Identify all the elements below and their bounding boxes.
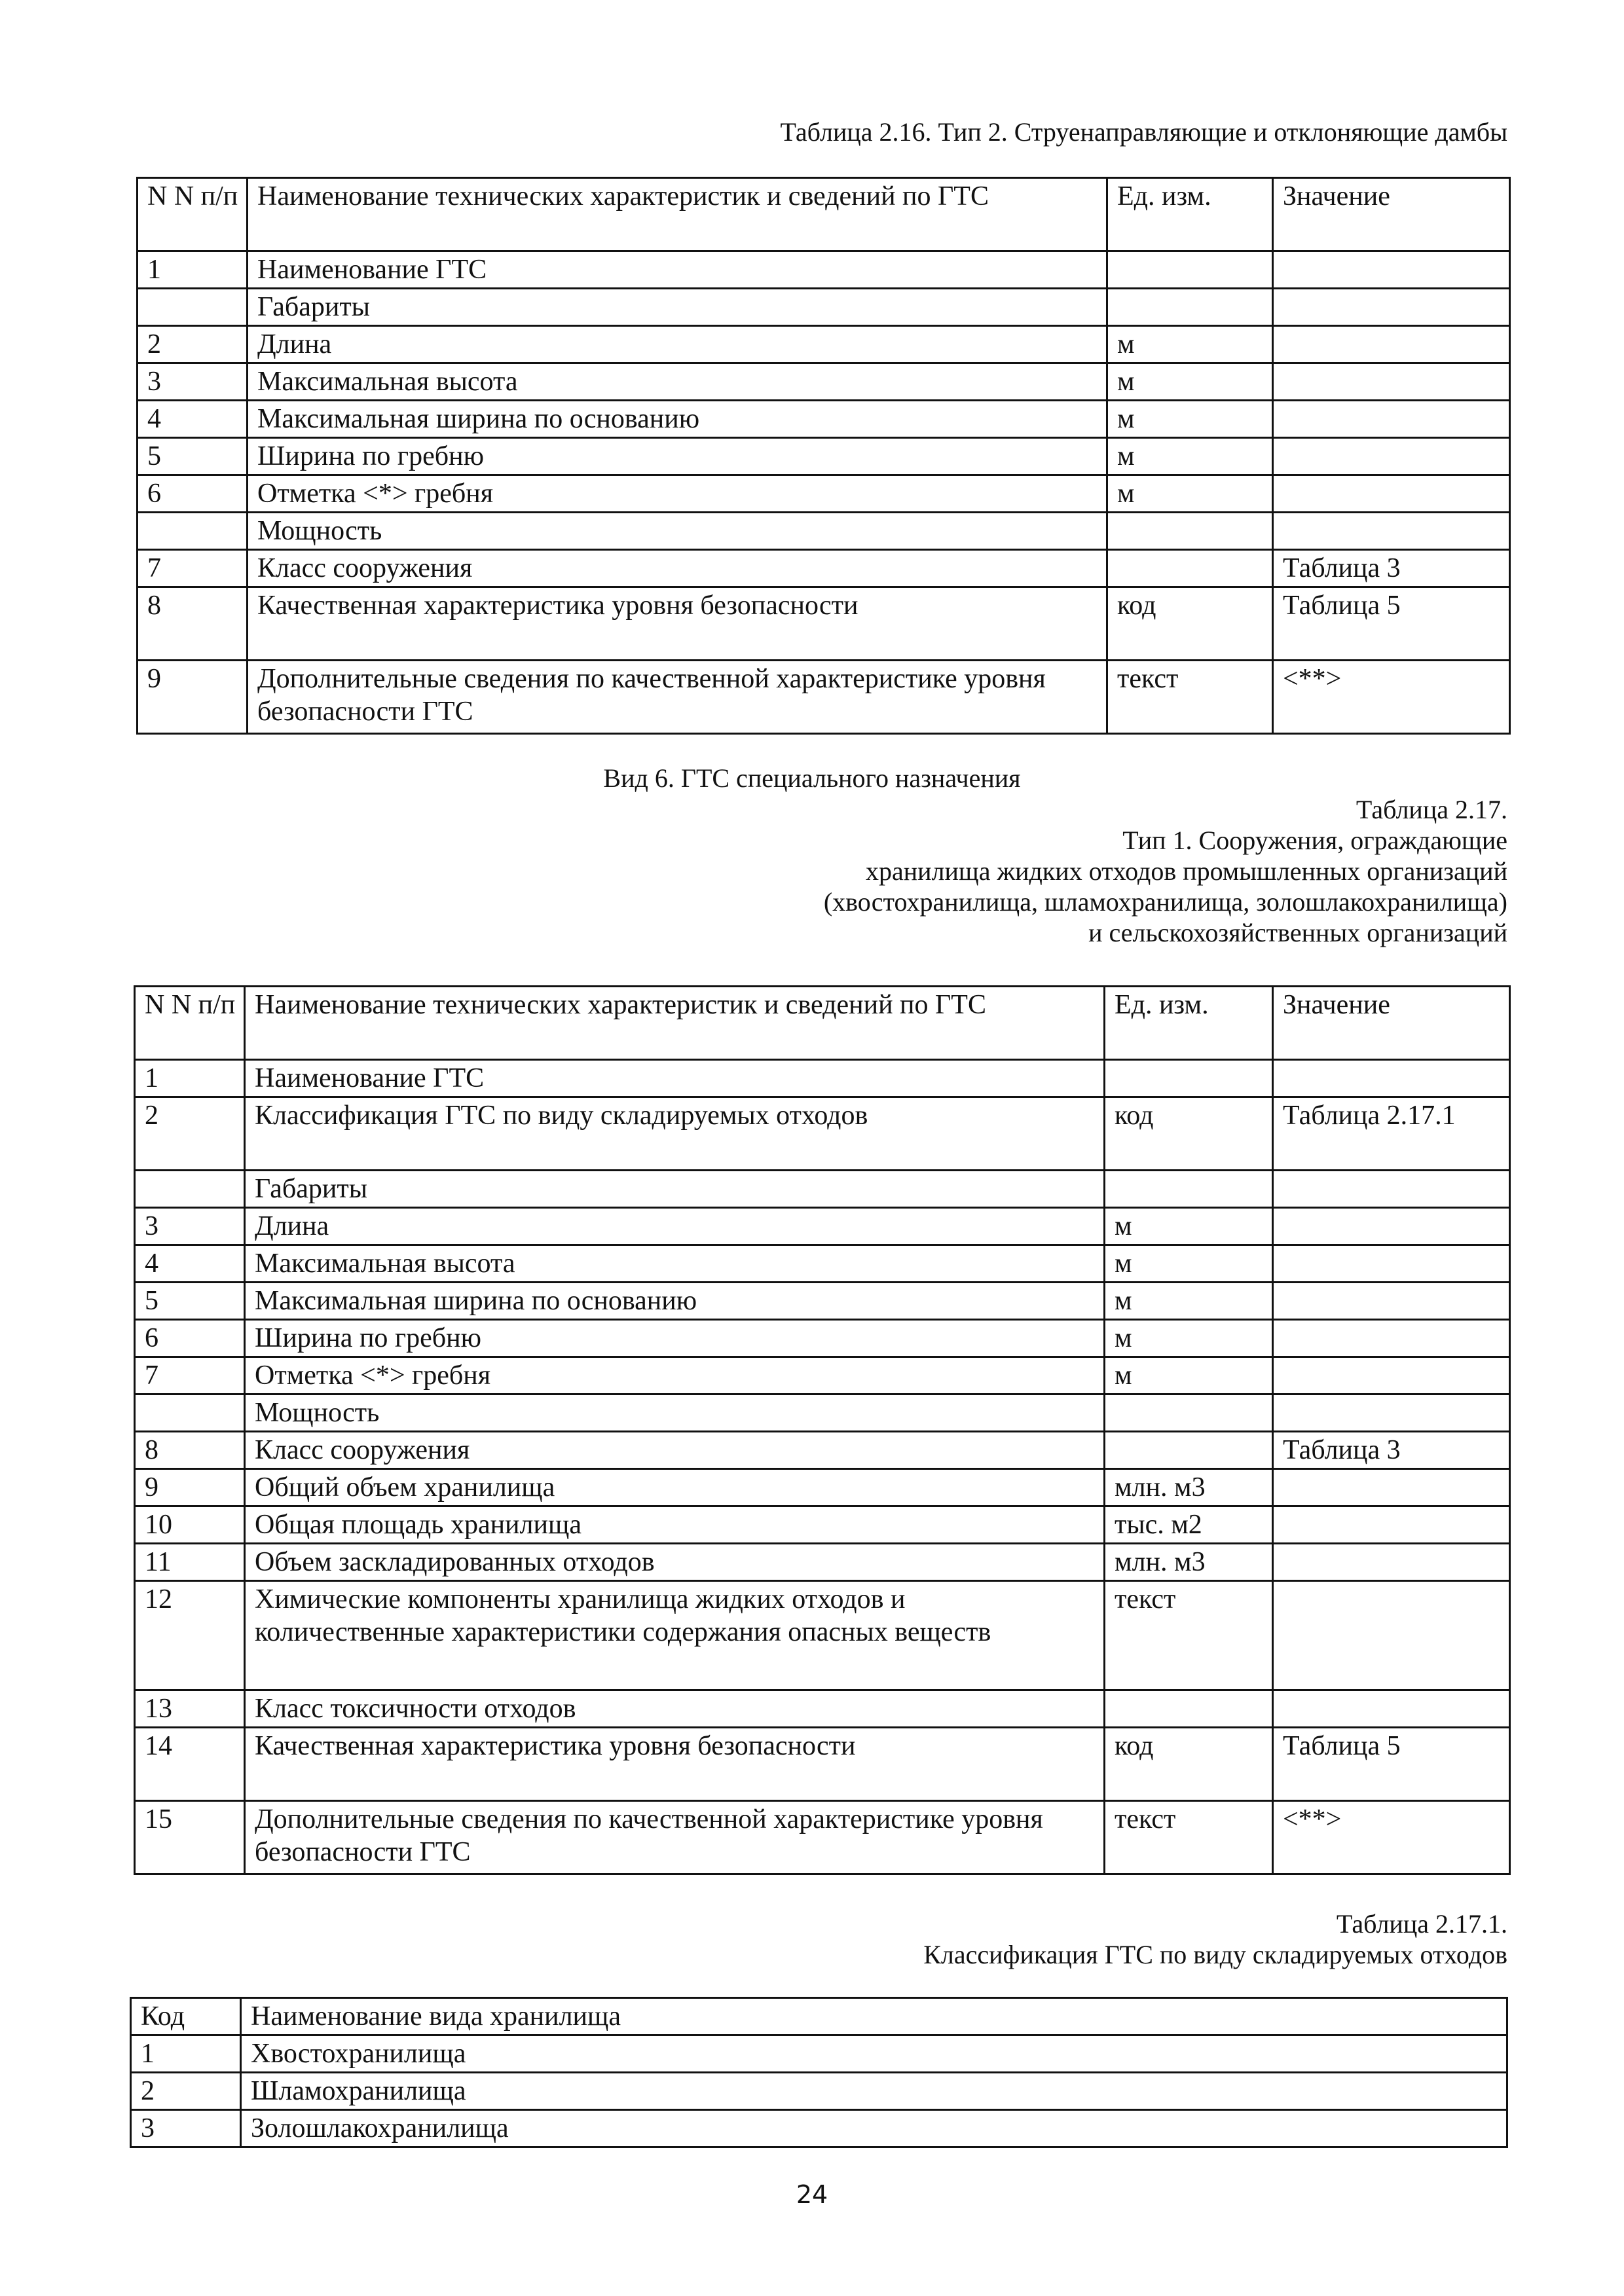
row-unit: тыс. м2 bbox=[1105, 1506, 1273, 1544]
table-row bbox=[131, 2110, 1507, 2147]
row-unit bbox=[1105, 1394, 1273, 1432]
row-unit: м bbox=[1105, 1245, 1273, 1283]
row-unit: м bbox=[1105, 1320, 1273, 1357]
row-value bbox=[1273, 326, 1510, 363]
row-unit: текст bbox=[1105, 1581, 1273, 1690]
row-value bbox=[1273, 438, 1510, 475]
row-unit bbox=[1105, 1690, 1273, 1728]
row-num: 5 bbox=[138, 438, 248, 475]
row-num bbox=[138, 289, 248, 326]
table-row bbox=[138, 438, 1510, 475]
table-row bbox=[138, 363, 1510, 401]
row-num: 6 bbox=[135, 1320, 245, 1357]
row-name: Длина bbox=[248, 326, 1107, 363]
row-num: 9 bbox=[135, 1469, 245, 1506]
table-row bbox=[131, 2073, 1507, 2110]
row-num: 1 bbox=[135, 1060, 245, 1097]
table-row bbox=[135, 1097, 1510, 1171]
row-unit: млн. м3 bbox=[1105, 1469, 1273, 1506]
row-value bbox=[1273, 513, 1510, 550]
row-unit: м bbox=[1107, 401, 1273, 438]
table-row bbox=[135, 1581, 1510, 1690]
row-num: 11 bbox=[135, 1544, 245, 1581]
table-row bbox=[138, 550, 1510, 587]
table-2-17-1-caption bbox=[923, 1908, 1507, 1970]
row-num: 12 bbox=[135, 1581, 245, 1690]
row-name: Качественная характеристика уровня безопасности bbox=[248, 587, 1107, 661]
row-name: Максимальная высота bbox=[248, 363, 1107, 401]
row-num: 6 bbox=[138, 475, 248, 513]
row-num: 14 bbox=[135, 1728, 245, 1801]
table-row bbox=[135, 1469, 1510, 1506]
row-num: 4 bbox=[135, 1245, 245, 1283]
row-value bbox=[1273, 1690, 1510, 1728]
row-name: Отметка <*> гребня bbox=[245, 1357, 1105, 1394]
table-row bbox=[138, 475, 1510, 513]
row-name: Ширина по гребню bbox=[248, 438, 1107, 475]
row-value: <**> bbox=[1273, 661, 1510, 734]
caption-line: хранилища жидких отходов промышленных организаций bbox=[865, 856, 1507, 886]
row-name: Ширина по гребню bbox=[245, 1320, 1105, 1357]
row-unit: м bbox=[1107, 326, 1273, 363]
row-unit bbox=[1107, 513, 1273, 550]
row-name: Качественная характеристика уровня безопасности bbox=[245, 1728, 1105, 1801]
table-row bbox=[135, 1432, 1510, 1469]
table-row bbox=[138, 587, 1510, 661]
table-row bbox=[135, 1394, 1510, 1432]
row-unit: млн. м3 bbox=[1105, 1544, 1273, 1581]
row-name: Максимальная ширина по основанию bbox=[245, 1283, 1105, 1320]
table-row bbox=[135, 1506, 1510, 1544]
header-unit: Ед. изм. bbox=[1107, 178, 1273, 251]
row-code: 1 bbox=[131, 2035, 241, 2073]
row-name: Мощность bbox=[245, 1394, 1105, 1432]
row-value bbox=[1273, 363, 1510, 401]
caption-line: (хвостохранилища, шламохранилища, золошлакохранилища) bbox=[823, 887, 1507, 917]
row-num: 3 bbox=[138, 363, 248, 401]
row-value bbox=[1273, 1581, 1510, 1690]
row-num: 2 bbox=[138, 326, 248, 363]
table-2-16 bbox=[136, 177, 1511, 735]
caption-line: Классификация ГТС по виду складируемых отходов bbox=[923, 1940, 1507, 1969]
row-value bbox=[1273, 1060, 1510, 1097]
row-name: Хвостохранилища bbox=[241, 2035, 1507, 2073]
caption-line: Таблица 2.17. bbox=[1356, 795, 1507, 824]
table-row bbox=[135, 1060, 1510, 1097]
row-unit: м bbox=[1105, 1357, 1273, 1394]
row-name: Отметка <*> гребня bbox=[248, 475, 1107, 513]
row-num bbox=[138, 513, 248, 550]
table-2-17-caption bbox=[824, 794, 1507, 948]
row-name: Мощность bbox=[248, 513, 1107, 550]
row-num bbox=[135, 1394, 245, 1432]
table-row bbox=[135, 1801, 1510, 1874]
header-value: Значение bbox=[1273, 178, 1510, 251]
row-value: <**> bbox=[1273, 1801, 1510, 1874]
row-unit: код bbox=[1105, 1097, 1273, 1171]
row-name: Наименование ГТС bbox=[245, 1060, 1105, 1097]
page-number: 24 bbox=[796, 2180, 828, 2209]
header-num: N N п/п bbox=[135, 987, 245, 1060]
row-value bbox=[1273, 289, 1510, 326]
caption-line: Таблица 2.17.1. bbox=[1336, 1909, 1507, 1939]
row-num: 9 bbox=[138, 661, 248, 734]
row-num: 3 bbox=[135, 1208, 245, 1245]
row-name: Объем заскладированных отходов bbox=[245, 1544, 1105, 1581]
row-code: 2 bbox=[131, 2073, 241, 2110]
row-unit: м bbox=[1107, 363, 1273, 401]
row-name: Дополнительные сведения по качественной характеристике уровня безопасности ГТС bbox=[248, 661, 1107, 734]
table-row bbox=[135, 1171, 1510, 1208]
row-value bbox=[1273, 1357, 1510, 1394]
table-row bbox=[131, 2035, 1507, 2073]
row-name: Общий объем хранилища bbox=[245, 1469, 1105, 1506]
row-name: Шламохранилища bbox=[241, 2073, 1507, 2110]
row-unit: м bbox=[1107, 438, 1273, 475]
row-unit bbox=[1107, 289, 1273, 326]
row-unit: код bbox=[1107, 587, 1273, 661]
table-row bbox=[135, 1320, 1510, 1357]
row-name: Максимальная высота bbox=[245, 1245, 1105, 1283]
table-row bbox=[138, 661, 1510, 734]
row-value bbox=[1273, 1171, 1510, 1208]
caption-line: Тип 1. Сооружения, ограждающие bbox=[1122, 826, 1507, 855]
row-num: 8 bbox=[138, 587, 248, 661]
row-unit bbox=[1105, 1060, 1273, 1097]
table-row bbox=[138, 251, 1510, 289]
row-unit bbox=[1107, 550, 1273, 587]
row-name: Класс сооружения bbox=[248, 550, 1107, 587]
row-name: Класс сооружения bbox=[245, 1432, 1105, 1469]
header-name: Наименование технических характеристик и сведений по ГТС bbox=[245, 987, 1105, 1060]
table-header-row bbox=[138, 178, 1510, 251]
row-name: Общая площадь хранилища bbox=[245, 1506, 1105, 1544]
row-name: Габариты bbox=[248, 289, 1107, 326]
header-code: Код bbox=[131, 1998, 241, 2035]
table-row bbox=[135, 1544, 1510, 1581]
row-name: Химические компоненты хранилища жидких отходов и количественные характеристики содержания опасных веществ bbox=[245, 1581, 1105, 1690]
row-num: 10 bbox=[135, 1506, 245, 1544]
table-2-16-caption: Таблица 2.16. Тип 2. Струенаправляющие и отклоняющие дамбы bbox=[780, 117, 1507, 147]
row-name: Дополнительные сведения по качественной характеристике уровня безопасности ГТС bbox=[245, 1801, 1105, 1874]
table-row bbox=[138, 289, 1510, 326]
row-num: 15 bbox=[135, 1801, 245, 1874]
row-name: Класс токсичности отходов bbox=[245, 1690, 1105, 1728]
table-row bbox=[138, 401, 1510, 438]
row-value: Таблица 5 bbox=[1273, 1728, 1510, 1801]
row-value: Таблица 2.17.1 bbox=[1273, 1097, 1510, 1171]
table-row bbox=[135, 1245, 1510, 1283]
row-num: 4 bbox=[138, 401, 248, 438]
row-name: Максимальная ширина по основанию bbox=[248, 401, 1107, 438]
row-num: 5 bbox=[135, 1283, 245, 1320]
row-unit: код bbox=[1105, 1728, 1273, 1801]
row-num: 7 bbox=[138, 550, 248, 587]
header-unit: Ед. изм. bbox=[1105, 987, 1273, 1060]
row-unit: м bbox=[1107, 475, 1273, 513]
row-value bbox=[1273, 401, 1510, 438]
row-value bbox=[1273, 1283, 1510, 1320]
row-name: Наименование ГТС bbox=[248, 251, 1107, 289]
table-row bbox=[135, 1357, 1510, 1394]
row-value bbox=[1273, 1245, 1510, 1283]
row-name: Габариты bbox=[245, 1171, 1105, 1208]
row-unit: м bbox=[1105, 1283, 1273, 1320]
row-num: 1 bbox=[138, 251, 248, 289]
row-value bbox=[1273, 1506, 1510, 1544]
row-value bbox=[1273, 1394, 1510, 1432]
row-unit: текст bbox=[1105, 1801, 1273, 1874]
row-unit: м bbox=[1105, 1208, 1273, 1245]
header-name: Наименование технических характеристик и сведений по ГТС bbox=[248, 178, 1107, 251]
row-value bbox=[1273, 1469, 1510, 1506]
table-header-row bbox=[135, 987, 1510, 1060]
row-num: 8 bbox=[135, 1432, 245, 1469]
row-num bbox=[135, 1171, 245, 1208]
table-row bbox=[135, 1728, 1510, 1801]
row-code: 3 bbox=[131, 2110, 241, 2147]
row-unit: текст bbox=[1107, 661, 1273, 734]
row-value bbox=[1273, 1320, 1510, 1357]
table-row bbox=[135, 1690, 1510, 1728]
table-2-17 bbox=[134, 985, 1511, 1875]
row-value: Таблица 3 bbox=[1273, 550, 1510, 587]
row-num: 13 bbox=[135, 1690, 245, 1728]
table-2-17-1 bbox=[130, 1997, 1508, 2148]
row-unit bbox=[1107, 251, 1273, 289]
table-row bbox=[135, 1283, 1510, 1320]
caption-line: и сельскохозяйственных организаций bbox=[1088, 918, 1507, 947]
table-row bbox=[135, 1208, 1510, 1245]
table-row bbox=[138, 513, 1510, 550]
header-name: Наименование вида хранилища bbox=[241, 1998, 1507, 2035]
table-row bbox=[138, 326, 1510, 363]
header-value: Значение bbox=[1273, 987, 1510, 1060]
row-num: 7 bbox=[135, 1357, 245, 1394]
row-value: Таблица 3 bbox=[1273, 1432, 1510, 1469]
header-num: N N п/п bbox=[138, 178, 248, 251]
row-value bbox=[1273, 475, 1510, 513]
row-unit bbox=[1105, 1171, 1273, 1208]
row-value bbox=[1273, 1544, 1510, 1581]
row-name: Классификация ГТС по виду складируемых отходов bbox=[245, 1097, 1105, 1171]
row-name: Длина bbox=[245, 1208, 1105, 1245]
table-header-row bbox=[131, 1998, 1507, 2035]
row-value bbox=[1273, 251, 1510, 289]
row-name: Золошлакохранилища bbox=[241, 2110, 1507, 2147]
row-unit bbox=[1105, 1432, 1273, 1469]
section-title: Вид 6. ГТС специального назначения bbox=[603, 763, 1021, 793]
row-value bbox=[1273, 1208, 1510, 1245]
row-value: Таблица 5 bbox=[1273, 587, 1510, 661]
row-num: 2 bbox=[135, 1097, 245, 1171]
